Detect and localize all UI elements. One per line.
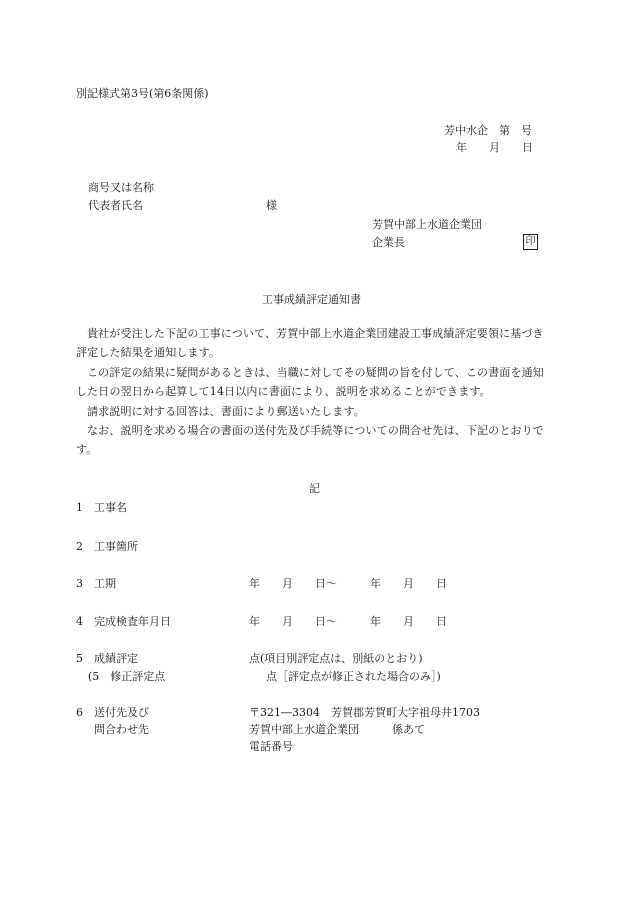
issuer-title: 企業長	[372, 236, 405, 249]
item-inspection-date: 4 完成検査年月日	[76, 615, 171, 628]
representative-label: 代表者氏名	[88, 199, 143, 212]
body-paragraph-2: この評定の結果に疑問があるときは、当職に対してその疑問の旨を付して、この書面を通知した日の翌日から起算して14日以内に書面により、説明を求めることができます。	[76, 366, 544, 398]
issue-date: 年 月 日	[456, 141, 533, 154]
item-revised-rating: (5 修正評定点	[88, 670, 166, 683]
item-rating: 5 成績評定	[76, 652, 138, 665]
item-period-value: 年 月 日～ 年 月 日	[249, 577, 447, 590]
item-contact-line2: 問合わせ先	[94, 723, 149, 736]
contact-organization: 芳賀中部上水道企業団 係あて	[249, 723, 425, 736]
item-construction-name: 1 工事名	[76, 501, 127, 514]
seal-mark	[523, 234, 538, 250]
item-revised-rating-value: 点［評定点が修正された場合のみ］)	[266, 670, 441, 683]
contact-phone-label: 電話番号	[249, 740, 293, 753]
ki-heading: 記	[309, 482, 320, 495]
item-construction-site: 2 工事箇所	[76, 540, 138, 553]
seal-label: 印	[523, 234, 538, 250]
item-period: 3 工期	[76, 577, 116, 590]
document-number: 芳中水企 第 号	[444, 124, 532, 137]
form-id: 別記様式第3号(第6条関係)	[76, 87, 209, 100]
body-paragraph-4: なお、説明を求める場合の書面の送付先及び手続等についての問合せ先は、下記のとおりです。	[76, 424, 544, 456]
body-paragraph-1: 貴社が受注した下記の工事について、芳賀中部上水道企業団建設工事成績評定要領に基づき評定した結果を通知します。	[76, 327, 544, 359]
issuer-organization: 芳賀中部上水道企業団	[372, 218, 482, 231]
item-rating-value: 点(項目別評定点は、別紙のとおり)	[249, 652, 423, 665]
body-paragraph-3: 請求説明に対する回答は、書面により郵送いたします。	[87, 405, 365, 418]
document-title: 工事成績評定通知書	[262, 293, 361, 306]
contact-address: 〒321―3304 芳賀郡芳賀町大字祖母井1703	[249, 706, 480, 719]
item-contact-line1: 6 送付先及び	[76, 706, 149, 719]
honorific: 様	[266, 199, 277, 212]
company-name-label: 商号又は名称	[88, 181, 154, 194]
item-inspection-date-value: 年 月 日～ 年 月 日	[249, 615, 447, 628]
